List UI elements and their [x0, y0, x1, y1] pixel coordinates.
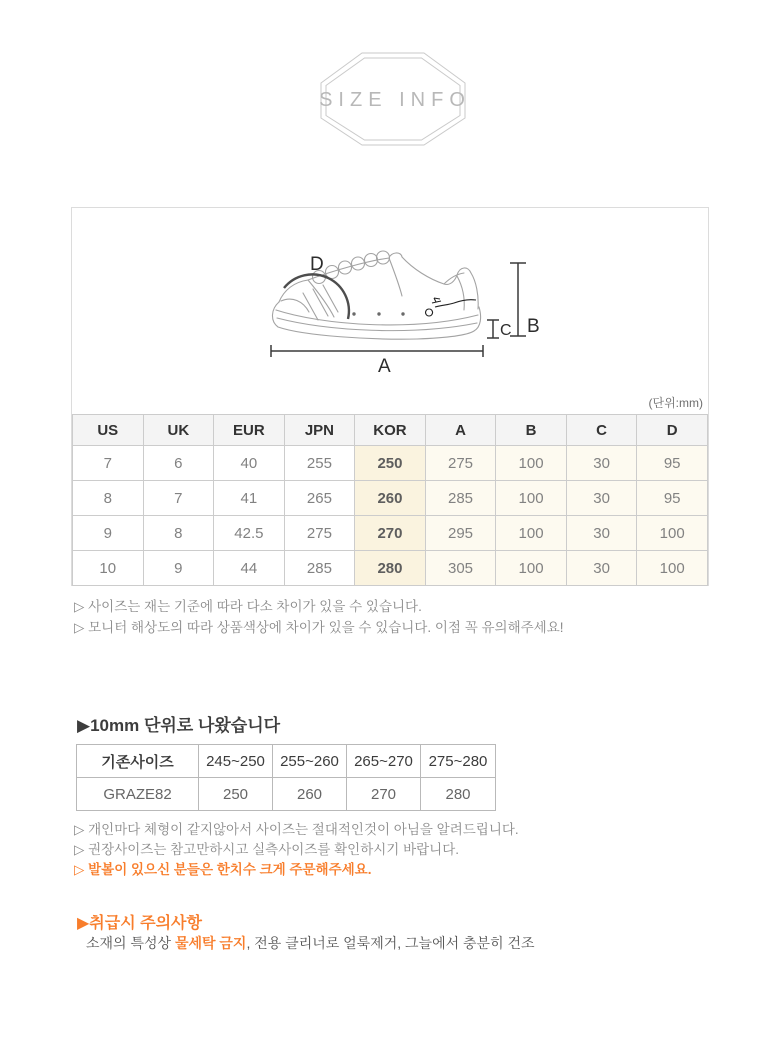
size-info-badge [307, 45, 479, 155]
size-cell: 280 [355, 551, 426, 586]
size-cell: 285 [425, 481, 496, 516]
size-cell: 295 [425, 516, 496, 551]
unit-section-heading: ▶10mm 단위로 나왔습니다 [77, 716, 281, 735]
recommended-size-cell: 280 [421, 778, 496, 811]
table-row [73, 446, 708, 481]
note-line: ▷ 모니터 해상도의 따라 상품색상에 차이가 있을 수 있습니다. 이점 꼭 유의해주세요! [74, 620, 564, 635]
size-cell: 250 [355, 446, 426, 481]
size-table-notes [74, 596, 564, 638]
column-header-jpn: JPN [284, 415, 355, 446]
side-dots [352, 312, 404, 315]
size-cell: 30 [566, 481, 637, 516]
size-cell: 40 [214, 446, 285, 481]
size-cell: 285 [284, 551, 355, 586]
size-cell: 30 [566, 516, 637, 551]
column-header-b: B [496, 415, 567, 446]
size-cell: 260 [355, 481, 426, 516]
size-cell: 42.5 [214, 516, 285, 551]
unit-table-wrap [76, 744, 496, 811]
size-cell: 10 [73, 551, 144, 586]
care-section-heading: ▶취급시 주의사항 [77, 915, 202, 932]
logo-doodle-icon [426, 298, 476, 316]
shoe-measurement-diagram [72, 208, 708, 414]
size-cell: 100 [637, 516, 708, 551]
size-range-cell: 255~260 [273, 745, 347, 778]
table-row [73, 481, 708, 516]
table-row [73, 516, 708, 551]
measure-label-d: D [310, 254, 324, 275]
measure-lines [271, 263, 526, 357]
care-instructions [86, 933, 535, 953]
note-line-highlight: ▷ 발볼이 있으신 분들은 한치수 크게 주문해주세요. [74, 862, 372, 877]
table-row [73, 551, 708, 586]
recommended-size-cell: 250 [199, 778, 273, 811]
size-cell: 30 [566, 446, 637, 481]
column-header-a: A [425, 415, 496, 446]
column-header-d: D [637, 415, 708, 446]
column-header-us: US [73, 415, 144, 446]
size-cell: 7 [143, 481, 214, 516]
measure-label-a: A [378, 356, 391, 377]
size-table-header-row [73, 415, 708, 446]
size-cell: 265 [284, 481, 355, 516]
unit-section-notes [74, 820, 519, 880]
care-text: 소재의 특성상 [86, 935, 175, 951]
size-cell: 255 [284, 446, 355, 481]
size-cell: 8 [143, 516, 214, 551]
size-cell: 95 [637, 481, 708, 516]
measure-label-c: C [500, 322, 512, 339]
size-cell: 7 [73, 446, 144, 481]
size-range-cell: 265~270 [347, 745, 421, 778]
size-cell: 9 [143, 551, 214, 586]
size-cell: 8 [73, 481, 144, 516]
size-cell: 100 [496, 446, 567, 481]
column-header-eur: EUR [214, 415, 285, 446]
recommended-size-cell: 260 [273, 778, 347, 811]
size-cell: 100 [637, 551, 708, 586]
note-line: ▷ 개인마다 체형이 같지않아서 사이즈는 절대적인것이 아님을 알려드립니다. [74, 822, 519, 837]
care-text: , 전용 클리너로 얼룩제거, 그늘에서 충분히 건조 [246, 935, 535, 951]
size-guide-panel [71, 207, 709, 586]
size-cell: 100 [496, 516, 567, 551]
care-warning-text: 물세탁 금지 [174, 935, 247, 951]
column-header-kor: KOR [355, 415, 426, 446]
column-header-c: C [566, 415, 637, 446]
size-cell: 305 [425, 551, 496, 586]
table-row [77, 778, 496, 811]
size-cell: 41 [214, 481, 285, 516]
note-line: ▷ 사이즈는 재는 기준에 따라 다소 차이가 있을 수 있습니다. [74, 599, 422, 614]
unit-label: (단위:mm) [648, 396, 703, 410]
size-conversion-table [72, 414, 708, 586]
column-header-uk: UK [143, 415, 214, 446]
size-cell: 275 [284, 516, 355, 551]
measure-label-b: B [527, 316, 540, 337]
product-name-cell: GRAZE82 [77, 778, 199, 811]
size-cell: 100 [496, 481, 567, 516]
size-cell: 30 [566, 551, 637, 586]
table-row [77, 745, 496, 778]
measure-arc-d [284, 274, 349, 319]
size-range-header: 기존사이즈 [77, 745, 199, 778]
note-line: ▷ 권장사이즈는 참고만하시고 실측사이즈를 확인하시기 바랍니다. [74, 842, 459, 857]
size-cell: 6 [143, 446, 214, 481]
size-cell: 44 [214, 551, 285, 586]
size-cell: 270 [355, 516, 426, 551]
badge-title: SIZE INFO [319, 89, 471, 111]
sneaker-illustration [72, 208, 708, 414]
size-cell: 100 [496, 551, 567, 586]
octagon-frame-icon [307, 45, 479, 155]
size-range-cell: 245~250 [199, 745, 273, 778]
size-range-cell: 275~280 [421, 745, 496, 778]
recommended-size-cell: 270 [347, 778, 421, 811]
size-cell: 275 [425, 446, 496, 481]
size-cell: 9 [73, 516, 144, 551]
size-cell: 95 [637, 446, 708, 481]
recommended-size-table [76, 744, 496, 811]
